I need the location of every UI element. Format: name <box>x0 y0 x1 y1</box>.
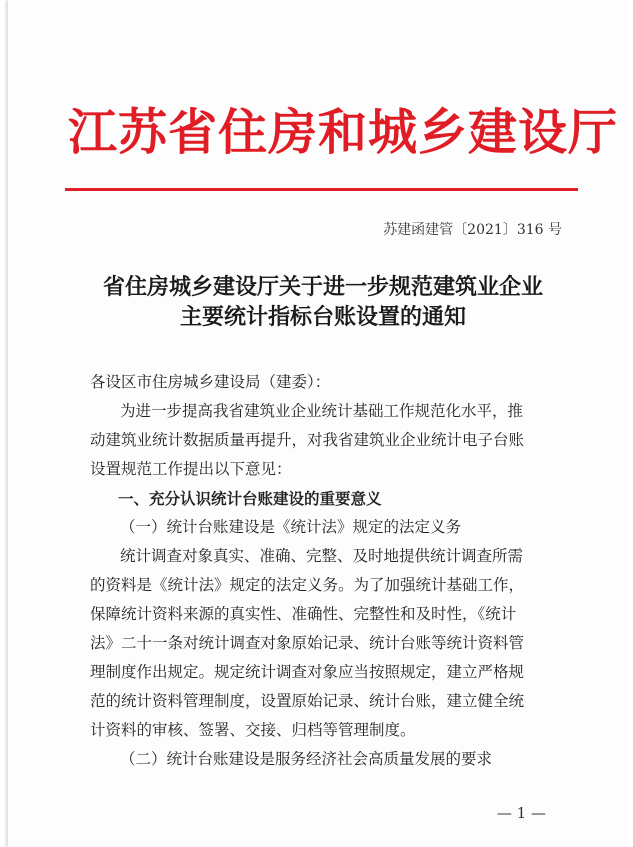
body-line: 动建筑业统计数据质量再提升，对我省建筑业企业统计电子台账 <box>90 431 525 449</box>
subsection-heading: （二）统计台账建设是服务经济社会高质量发展的要求 <box>120 750 493 768</box>
body-line: 的资料是《统计法》规定的法定义务。为了加强统计基础工作， <box>90 576 525 594</box>
red-divider <box>65 188 578 191</box>
letterhead-title: 江苏省住房和城乡建设厅 <box>68 103 619 161</box>
page-number: — 1 — <box>496 804 546 822</box>
section-heading: 一、充分认识统计台账建设的重要意义 <box>118 489 382 508</box>
document-number: 苏建函建管〔2021〕316 号 <box>383 222 562 238</box>
body-line: 保障统计资料来源的真实性、准确性、完整性和及时性，《统计 <box>90 605 517 623</box>
body-line: 计资料的审核、签署、交接、归档等管理制度。 <box>90 721 416 739</box>
body-line: 设置规范工作提出以下意见： <box>90 460 292 478</box>
body-line: 法》二十一条对统计调查对象原始记录、统计台账等统计资料管 <box>90 634 525 652</box>
notice-title-line-2: 主要统计指标台账设置的通知 <box>179 304 466 330</box>
body-line: 为进一步提高我省建筑业企业统计基础工作规范化水平，推 <box>120 402 524 420</box>
subsection-heading: （一）统计台账建设是《统计法》规定的法定义务 <box>120 518 462 536</box>
document-page <box>8 0 628 847</box>
addressee: 各设区市住房城乡建设局（建委）： <box>90 373 331 391</box>
body-line: 统计调查对象真实、准确、完整、及时地提供统计调查所需 <box>120 547 524 565</box>
body-line: 理制度作出规定。规定统计调查对象应当按照规定，建立严格规 <box>90 663 525 681</box>
body-line: 范的统计资料管理制度，设置原始记录、统计台账，建立健全统 <box>90 692 525 710</box>
notice-title-line-1: 省住房城乡建设厅关于进一步规范建筑业企业 <box>102 274 543 300</box>
